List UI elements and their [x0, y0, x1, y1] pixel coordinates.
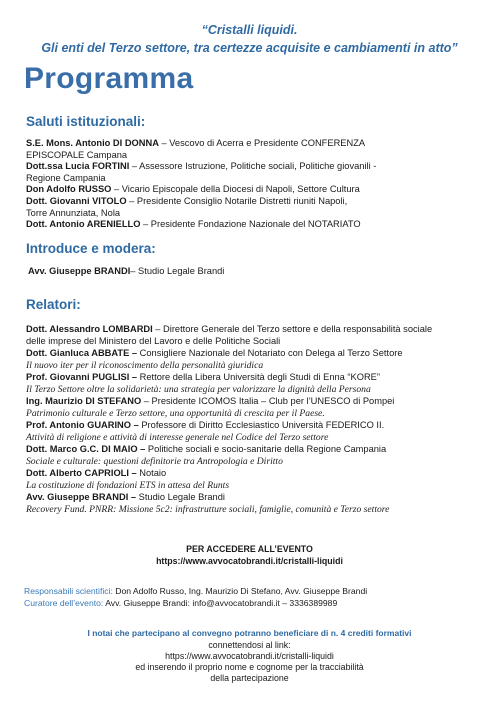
notai-line-1: I notai che partecipano al convegno potranno beneficiare di n. 4 crediti formativi — [87, 628, 412, 638]
responsabili-line — [24, 586, 367, 598]
relatore-5-topic: Attività di religione e attività di interesse generale nel Codice del Terzo settore — [26, 432, 329, 443]
speaker-role: Politiche sociali e socio-sanitarie della Regione Campania — [145, 444, 387, 454]
speaker-name: Dott. Marco G.C. DI MAIO – — [26, 444, 146, 454]
speaker-role: – Presidente Fondazione Nazionale del NOTARIATO — [140, 219, 361, 230]
access-label: PER ACCEDERE ALL’EVENTO — [186, 544, 313, 554]
speaker-role: Notaio — [136, 468, 167, 478]
saluti-item-5 — [26, 219, 361, 231]
relatore-2-topic: Il nuovo iter per il riconoscimento della personalità giuridica — [26, 360, 264, 371]
header-line-1: “Cristalli liquidi. — [201, 23, 298, 37]
notai-link[interactable]: https://www.avvocatobrandi.it/cristalli-liquidi — [165, 651, 334, 661]
relatore-4 — [26, 396, 394, 408]
responsabili-value: Don Adolfo Russo, Ing. Maurizio Di Stefano, Avv. Giuseppe Brandi — [112, 586, 368, 596]
relatore-7 — [26, 468, 166, 480]
speaker-name: Prof. Giovanni PUGLISI – — [26, 372, 138, 382]
relatore-5 — [26, 420, 384, 432]
moderator-name: Avv. Giuseppe BRANDI — [28, 266, 131, 276]
speaker-name: Avv. Giuseppe BRANDI – — [26, 492, 137, 502]
speaker-name: Dott. Alessandro LOMBARDI — [26, 324, 153, 334]
introduce-heading: Introduce e modera: — [26, 241, 156, 256]
relatore-3-topic: Il Terzo Settore oltre la solidarietà: una strategia per valorizzare la dignità della Persona — [26, 384, 371, 395]
speaker-role: Studio Legale Brandi — [136, 492, 225, 502]
speaker-role: Professore di Diritto Ecclesiastico Università FEDERICO II. — [138, 420, 385, 430]
curatore-label: Curatore dell’evento: — [24, 598, 104, 608]
header-line-2: Gli enti del Terzo settore, tra certezze acquisite e cambiamenti in atto” — [41, 41, 458, 55]
relatore-3 — [26, 372, 380, 384]
speaker-role: – Assessore Istruzione, Politiche sociali, Politiche giovanili - — [129, 161, 377, 172]
relatore-4-topic: Patrimonio culturale e Terzo settore, una opportunità di crescita per il Paese. — [26, 408, 325, 419]
speaker-name: Don Adolfo RUSSO — [26, 184, 112, 195]
speaker-role: – Presidente Consiglio Notarile Distretti riuniti Napoli, — [126, 196, 348, 206]
notai-line-5: della partecipazione — [210, 673, 289, 683]
speaker-name: Ing. Maurizio DI STEFANO — [26, 396, 142, 406]
speaker-role: Rettore della Libera Università degli Studi di Enna “KORE” — [137, 372, 380, 382]
page-title: Programma — [24, 62, 194, 95]
relatore-1-cont: delle imprese del Ministero del Lavoro e delle Politiche Sociali — [26, 336, 281, 346]
responsabili-label: Responsabili scientifici: — [24, 586, 113, 596]
speaker-name: Dott. Antonio ARENIELLO — [26, 219, 141, 230]
speaker-role: – Direttore Generale del Terzo settore e della responsabilità sociale — [152, 324, 433, 334]
speaker-name: Dott. Alberto CAPRIOLI – — [26, 468, 137, 478]
saluti-heading: Saluti istituzionali: — [26, 114, 146, 129]
speaker-role: – Vicario Episcopale della Diocesi di Napoli, Settore Cultura — [111, 184, 360, 195]
relatore-8-topic: Recovery Fund. PNRR: Missione 5c2: infrastrutture sociali, famiglie, comunità e Terzo settore — [26, 504, 390, 515]
saluti-item-2-cont: Regione Campania — [26, 172, 106, 183]
access-link[interactable]: https://www.avvocatobrandi.it/cristalli-liquidi — [156, 556, 343, 566]
speaker-name: Prof. Antonio GUARINO – — [26, 420, 139, 430]
speaker-name: Dott. Gianluca ABBATE – — [26, 348, 138, 358]
speaker-role: – Presidente ICOMOS Italia – Club per l’UNESCO di Pompei — [141, 396, 395, 406]
saluti-item-1 — [26, 138, 365, 150]
moderator-line — [28, 266, 224, 278]
speaker-role: – Vescovo di Acerra e Presidente CONFERENZA — [158, 138, 366, 148]
curatore-line — [24, 598, 337, 610]
notai-line-2: connettendosi al link: — [208, 640, 291, 650]
relatore-2 — [26, 348, 403, 360]
relatore-1 — [26, 324, 432, 336]
saluti-item-4-cont: Torre Annunziata, Nola — [26, 207, 121, 218]
speaker-name: Dott. Giovanni VITOLO — [26, 196, 127, 206]
relatore-8 — [26, 492, 225, 504]
relatore-6 — [26, 444, 386, 456]
saluti-item-4 — [26, 196, 347, 208]
saluti-item-3 — [26, 184, 360, 196]
relatori-heading: Relatori: — [26, 297, 81, 312]
moderator-role: – Studio Legale Brandi — [130, 266, 225, 276]
relatore-6-topic: Sociale e culturale: questioni definitorie tra Antropologia e Diritto — [26, 456, 283, 467]
notai-line-4: ed inserendo il proprio nome e cognome per la tracciabilità — [135, 662, 364, 672]
speaker-role: Consigliere Nazionale del Notariato con Delega al Terzo Settore — [137, 348, 403, 358]
relatore-7-topic: La costituzione di fondazioni ETS in attesa del Runts — [26, 480, 230, 491]
speaker-name: Dott.ssa Lucia FORTINI — [26, 161, 130, 172]
curatore-value: Avv. Giuseppe Brandi: info@avvocatobrandi.it – 3336389989 — [103, 598, 338, 608]
saluti-item-2 — [26, 161, 376, 173]
saluti-item-1-cont: EPISCOPALE Campana — [26, 149, 128, 160]
speaker-name: S.E. Mons. Antonio DI DONNA — [26, 138, 159, 148]
